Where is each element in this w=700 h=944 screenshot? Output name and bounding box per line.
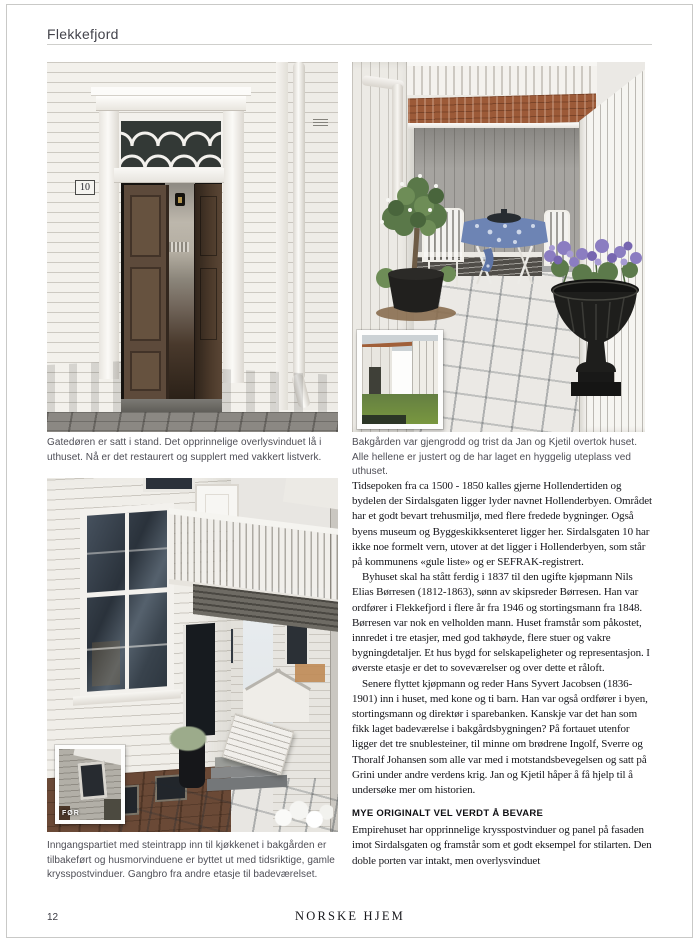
door-pilaster-left — [99, 111, 119, 379]
vent-grille — [313, 119, 328, 128]
cast-iron-urn-flowers — [538, 210, 644, 430]
cobblestones — [47, 412, 338, 432]
house-number-plaque: 10 — [75, 180, 95, 195]
balcony-balustrade — [407, 62, 597, 98]
caption-entrance: Inngangspartiet med steintrapp inn til kjøkkenet i bakgården er tilbakeført og husmorvinduene er byttet ut med tidsriktige, gamle krysspostvinduer. Gangbro fra andre etasje til badeværelset. — [47, 840, 335, 881]
magazine-name: NORSKE HJEM — [295, 909, 405, 923]
passage-through-view — [165, 183, 195, 401]
door-pilaster-right — [223, 111, 244, 383]
article-paragraph: Tidsepoken fra ca 1500 - 1850 kalles gjerne Hollendertiden og bydelen der Sirdalsgaten ligger lyder navnet Hollenderbyen. Området har et godt bevart trehusmiljø, med flere fredede bygninger. Også byens museum og Byggeskikksenteret ligger her. Sirdalsgaten 10 har ikke noe formelt vern, utover at det ligger i Hollenderbyen, som står på kommunens «gule liste» og er SEFRAK-registrert. — [352, 480, 652, 569]
distant-balcony — [167, 242, 189, 252]
door-panel — [130, 267, 161, 341]
foer-inset-photo — [55, 745, 125, 824]
door-panel — [130, 195, 161, 257]
lantern-glow — [178, 197, 182, 203]
caption-backyard: Bakgården var gjengrodd og trist da Jan og Kjetil overtok huset. Alle hellene er justert og de har laget en hyggelig uteplass ved uthuset. — [352, 437, 638, 478]
door-step — [121, 399, 222, 412]
photo-backyard — [352, 62, 645, 432]
door-panel — [200, 196, 217, 256]
article-paragraph: Byhuset skal ha stått ferdig i 1837 til den ugifte kjøpmann Nils Elias Børresen (1812-1863), sønn av skipsreder Børresen. Han var ordfører i Flekkefjord i flere år fra 1946 og stortingsmann fra 1848. Børresen var nok en velholden mann. Huset framstår som påkostet, innredet i tre etasjer, med god takhøyde, flere stuer og vakre bygningdetaljer. Et hus bygd for selskapeligheter og representasjon. I øverste etasje er det to soveværelser og over dette et råloft. — [352, 571, 650, 675]
door-leaf-closed — [124, 185, 169, 399]
distant-orange-building — [295, 664, 325, 682]
door-panel — [130, 351, 161, 391]
inset-dark-corner — [104, 799, 121, 820]
foer-label: FØR — [62, 810, 80, 817]
door-lintel — [114, 168, 224, 183]
transom-fanlight-window — [119, 119, 223, 169]
door-cornice — [96, 96, 246, 111]
krysspost-window — [80, 503, 174, 700]
door-cornice-cap — [91, 87, 251, 96]
potted-plant-daisies — [366, 166, 466, 324]
before-inset-image — [362, 335, 438, 424]
article-paragraph: Senere flyttet kjøpmann og reder Hans Syvert Jacobsen (1836-1901) inn i huset, med kone og ti barn. Han var også ordfører i byen, stortingsmann og direktør i sparebanken. Kanskje var det han som fikk laget badeværelse i bakgårdsbygningen? På fortauet utenfor ligger det tre snublesteiner, til minne om brødrene Ingolf, Sverre og Thoralf Johansen som alle var med i motstandsbevegelsen og satt på Grini under andre verdens krig. Jan og Kjetil håper å få hjelp til å undersøke mer om historien. — [352, 677, 648, 797]
trailing-plant — [165, 726, 211, 754]
lantern-icon — [175, 193, 185, 206]
header-rule — [47, 44, 652, 45]
downspout — [293, 62, 305, 380]
inset-husmor-window — [77, 761, 107, 800]
kitchen-doorway — [183, 623, 215, 737]
upper-window-partial — [143, 478, 195, 492]
door-leaf-ajar — [194, 184, 222, 401]
terracotta-tile-roof — [408, 94, 596, 127]
article-paragraph: Empirehuset har opprinnelige krysspostvinduer og panel på fasaden imot Sirdalsgaten og framstår som et godt eksempel for stilarten. Den doble porten var intakt, men overlysvinduet — [352, 824, 652, 867]
article-body — [352, 479, 655, 869]
inset-shadow — [362, 415, 406, 424]
foer-inset-image — [59, 749, 121, 820]
photo-entrance — [47, 478, 338, 832]
window-mullion — [125, 513, 129, 689]
neighbor-eave — [283, 478, 338, 510]
photo-street-door — [47, 62, 338, 432]
page-title: Flekkefjord — [47, 26, 119, 42]
corner-board — [276, 62, 288, 410]
white-flower-clump — [271, 796, 333, 832]
caption-street-door: Gatedøren er satt i stand. Det opprinnelige overlysvinduet lå i uthuset. Nå er det restaurert og supplert med vakkert listverk. — [47, 437, 322, 463]
section-heading: MYE ORIGINALT VEL VERDT Å BEVARE — [352, 808, 544, 820]
door-panel — [200, 268, 217, 340]
page-number: 12 — [47, 912, 59, 923]
before-inset-photo — [357, 330, 443, 429]
